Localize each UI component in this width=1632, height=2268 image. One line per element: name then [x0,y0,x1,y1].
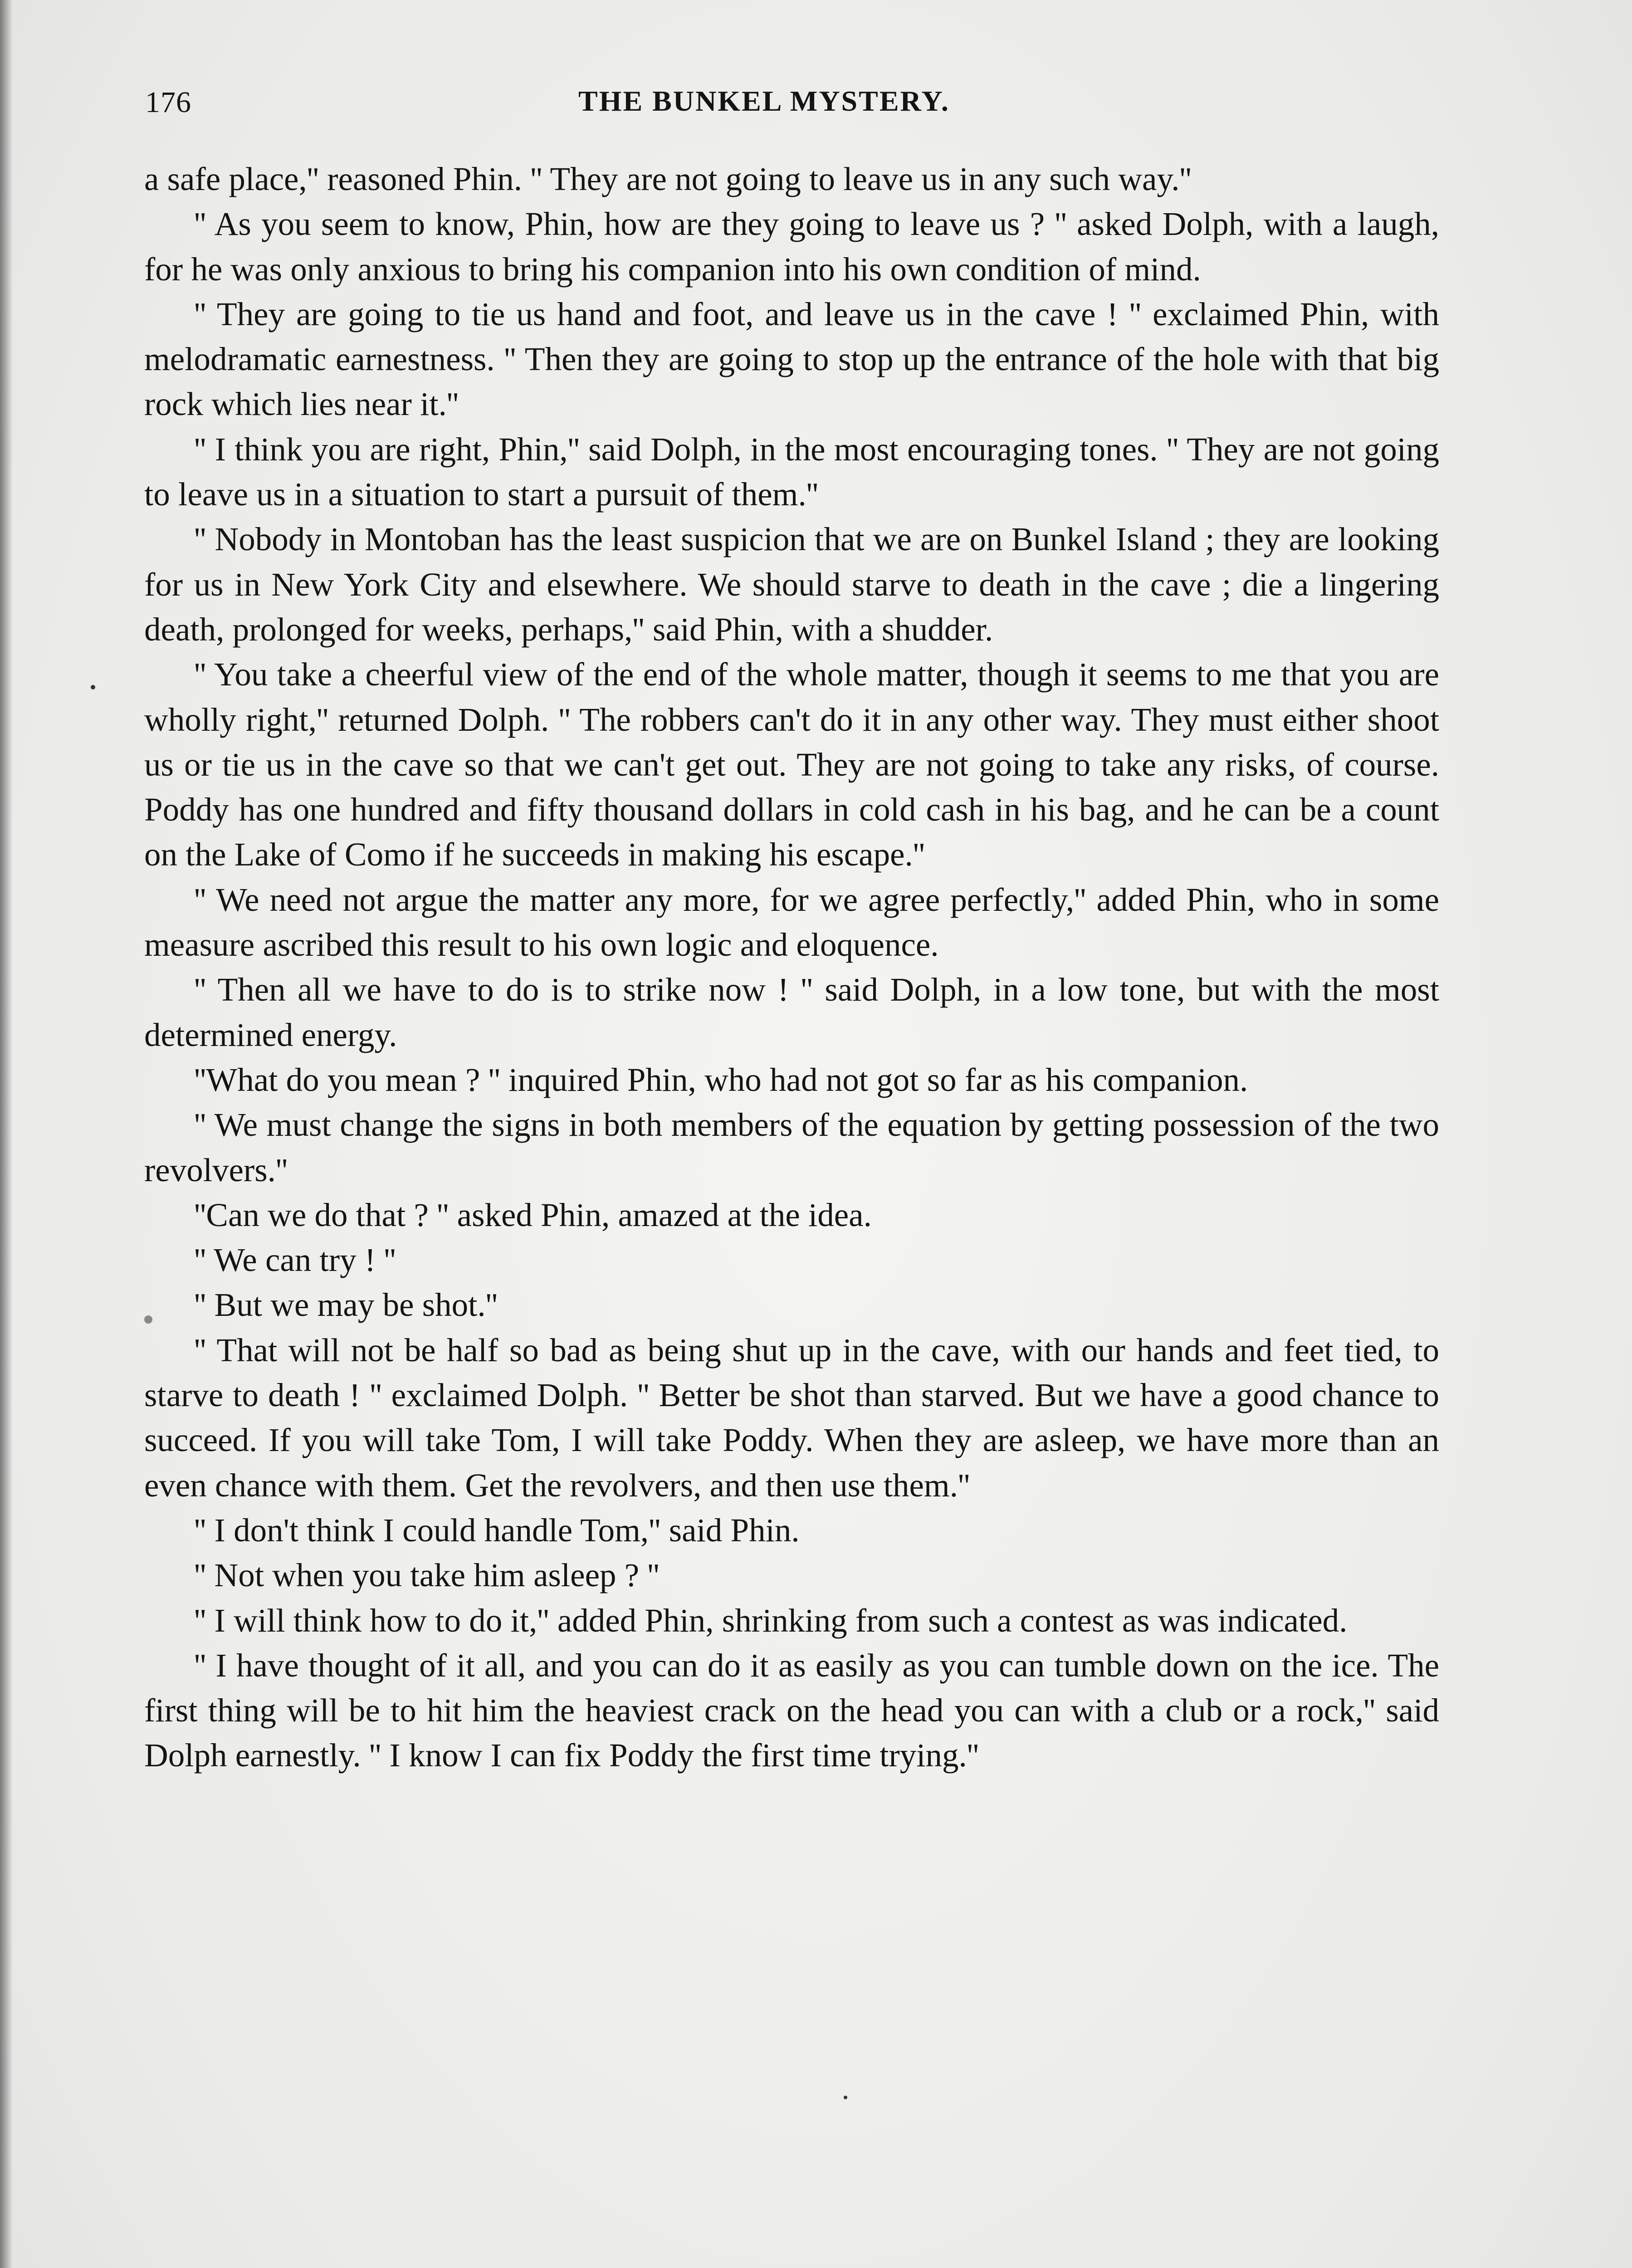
paragraph: '' We can try ! '' [194,1242,396,1279]
paragraph: '' They are going to tie us hand and foot, and leave us in the cave ! '' exclaimed Phin, with melodramatic earnestness. '' Then they are going to stop up the entrance of the hole with that big rock which lies near it.'' [144,295,1439,423]
paragraph: '' That will not be half so bad as being shut up in the cave, with our hands and feet tied, to starve to death ! '' exclaimed Dolph. '' Better be shot than starved. But we have a good chance to succeed. If you will take Tom, I will take Poddy. When they are asleep, we have more than an even chance with them. Get the revolvers, and then use them.'' [144,1331,1439,1504]
paragraph: '' I think you are right, Phin,'' said Dolph, in the most encouraging tones. '' They are not going to leave us in a situation to start a pursuit of them.'' [144,430,1439,513]
page-number: 176 [145,86,191,119]
print-speck [91,685,95,689]
paragraph: '' Nobody in Montoban has the least suspicion that we are on Bunkel Island ; they are looking for us in New York City and elsewhere. We should starve to death in the cave ; die a lingering death, prolonged for weeks, perhaps,'' said Phin, with a shudder. [144,521,1439,648]
paragraph: '' Not when you take him asleep ? '' [194,1557,660,1594]
print-speck [844,2096,847,2099]
paragraph: '' I don't think I could handle Tom,'' said Phin. [194,1511,800,1549]
paragraph: '' We need not argue the matter any more, for we agree perfectly,'' added Phin, who in some measure ascribed this result to his own logic and eloquence. [144,881,1439,963]
paragraph: '' But we may be shot.'' [194,1286,498,1324]
paragraph: a safe place,'' reasoned Phin. '' They are not going to leave us in any such way.'' [144,161,1192,197]
body-text [144,156,1439,1778]
paragraph: '' I have thought of it all, and you can do it as easily as you can tumble down on the ice. The first thing will be to hit him the heaviest crack on the head you can with a club or a rock,'' said Dolph earnestly. '' I know I can fix Poddy the first time trying.'' [144,1647,1439,1774]
paragraph: '' You take a cheerful view of the end of the whole matter, though it seems to me that you are wholly right,'' returned Dolph. '' The robbers can't do it in any other way. They must either shoot us or tie us in the cave so that we can't get out. They are not going to take any risks, of course. Poddy has one hundred and fifty thousand dollars in cold cash in his bag, and he can be a count on the Lake of Como if he succeeds in making his escape.'' [144,656,1439,873]
book-title: THE BUNKEL MYSTERY. [578,85,950,117]
paragraph: '' Then all we have to do is to strike now ! '' said Dolph, in a low tone, but with the most determined energy. [144,971,1439,1053]
page-binding-shadow [0,0,13,2268]
paragraph: '' I will think how to do it,'' added Phin, shrinking from such a contest as was indicated. [194,1602,1348,1639]
running-head [145,85,1442,126]
paragraph: ''What do you mean ? '' inquired Phin, who had not got so far as his companion. [194,1061,1248,1098]
paragraph: '' We must change the signs in both members of the equation by getting possession of the two revolvers.'' [144,1106,1439,1188]
paragraph: ''Can we do that ? '' asked Phin, amazed at the idea. [194,1196,872,1233]
paragraph: '' As you seem to know, Phin, how are they going to leave us ? '' asked Dolph, with a laugh, for he was only anxious to bring his companion into his own condition of mind. [144,205,1439,288]
print-speck [144,1315,152,1324]
